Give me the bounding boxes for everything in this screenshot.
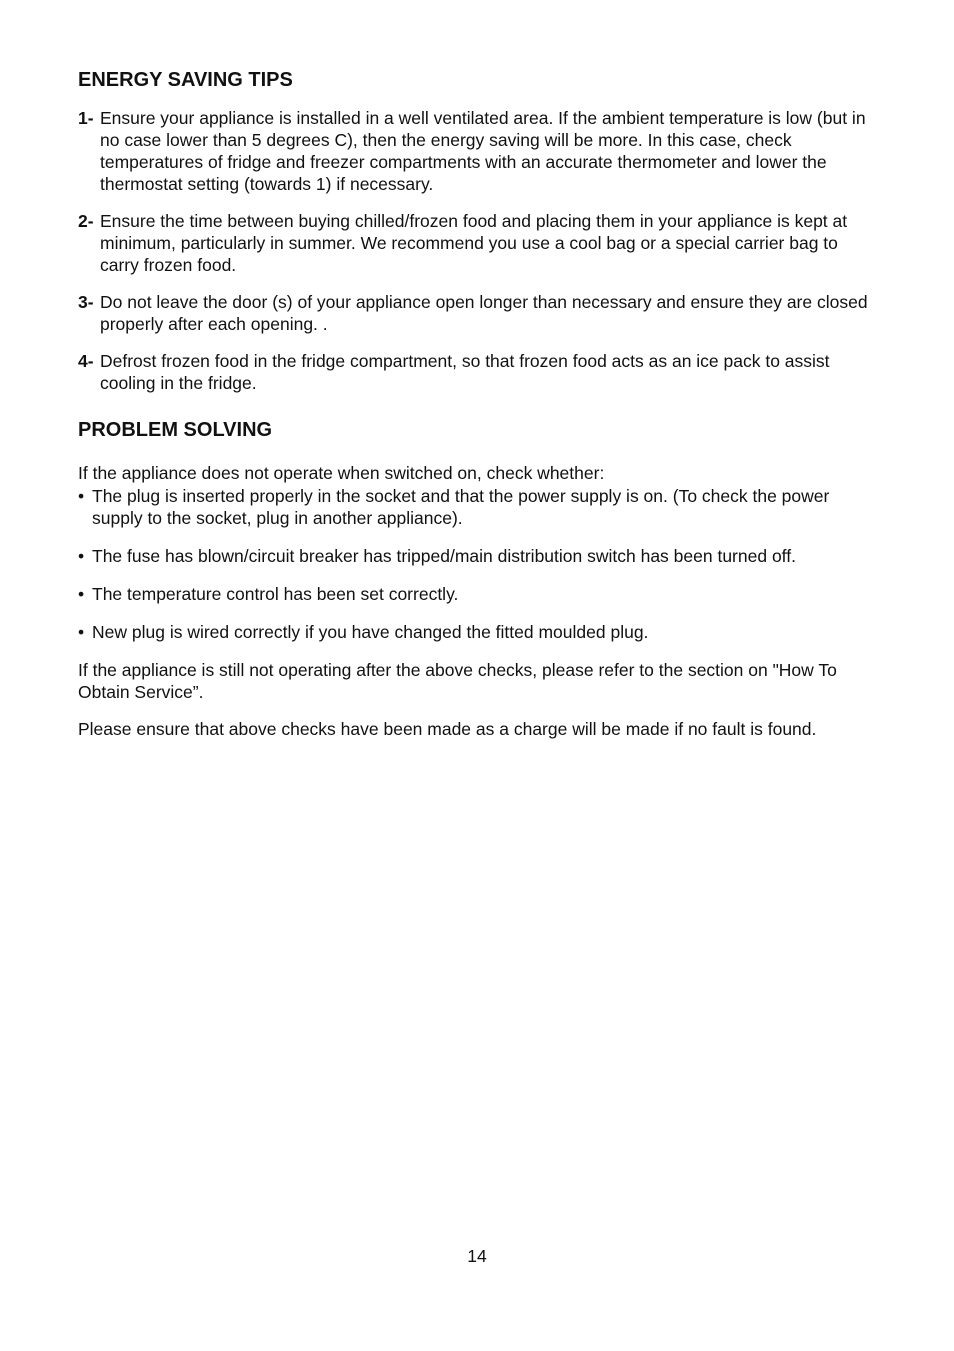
tip-text: Defrost frozen food in the fridge compartment, so that frozen food acts as an ice pack to assist cooling in the fridge. bbox=[100, 351, 830, 393]
problem-solving-intro: If the appliance does not operate when switched on, check whether: bbox=[78, 463, 605, 483]
check-item bbox=[78, 545, 878, 567]
bullet-icon: • bbox=[78, 622, 85, 642]
page-number: 14 bbox=[467, 1246, 487, 1266]
energy-tip-3 bbox=[78, 291, 878, 335]
bullet-icon: • bbox=[78, 486, 85, 506]
problem-checks-list bbox=[78, 485, 878, 643]
check-item bbox=[78, 621, 878, 643]
energy-saving-tips-list bbox=[78, 107, 878, 394]
bullet-icon: • bbox=[78, 584, 85, 604]
tip-text: Ensure your appliance is installed in a well ventilated area. If the ambient temperature is low (but in no case lower than 5 degrees C), then the energy saving will be more. In this case, check temperatures of fridge and freezer compartments with an accurate thermometer and lower the thermostat setting (towards 1) if necessary. bbox=[100, 108, 866, 194]
energy-tip-2 bbox=[78, 210, 878, 276]
check-item bbox=[78, 583, 878, 605]
tip-text: Do not leave the door (s) of your appliance open longer than necessary and ensure they are closed properly after each opening. . bbox=[100, 292, 868, 334]
energy-tip-4 bbox=[78, 350, 878, 394]
check-text: The fuse has blown/circuit breaker has tripped/main distribution switch has been turned off. bbox=[92, 546, 796, 566]
manual-page-content bbox=[78, 66, 878, 740]
tip-text: Ensure the time between buying chilled/frozen food and placing them in your appliance is kept at minimum, particularly in summer. We recommend you use a cool bag or a special carrier bag to carry frozen food. bbox=[100, 211, 848, 275]
tip-number: 1- bbox=[78, 108, 94, 128]
check-text: The temperature control has been set correctly. bbox=[92, 584, 459, 604]
still-not-operating-note: If the appliance is still not operating after the above checks, please refer to the section on "How To Obtain Service”. bbox=[78, 660, 837, 702]
check-item bbox=[78, 485, 878, 529]
tip-number: 3- bbox=[78, 292, 94, 312]
check-text: The plug is inserted properly in the socket and that the power supply is on. (To check the power supply to the socket, plug in another appliance). bbox=[92, 486, 830, 528]
problem-solving-heading: PROBLEM SOLVING bbox=[78, 419, 273, 441]
tip-number: 4- bbox=[78, 351, 94, 371]
charge-notice: Please ensure that above checks have been made as a charge will be made if no fault is found. bbox=[78, 719, 817, 739]
energy-saving-heading: ENERGY SAVING TIPS bbox=[78, 69, 293, 91]
bullet-icon: • bbox=[78, 546, 85, 566]
tip-number: 2- bbox=[78, 211, 94, 231]
energy-tip-1 bbox=[78, 107, 878, 195]
check-text: New plug is wired correctly if you have changed the fitted moulded plug. bbox=[92, 622, 649, 642]
